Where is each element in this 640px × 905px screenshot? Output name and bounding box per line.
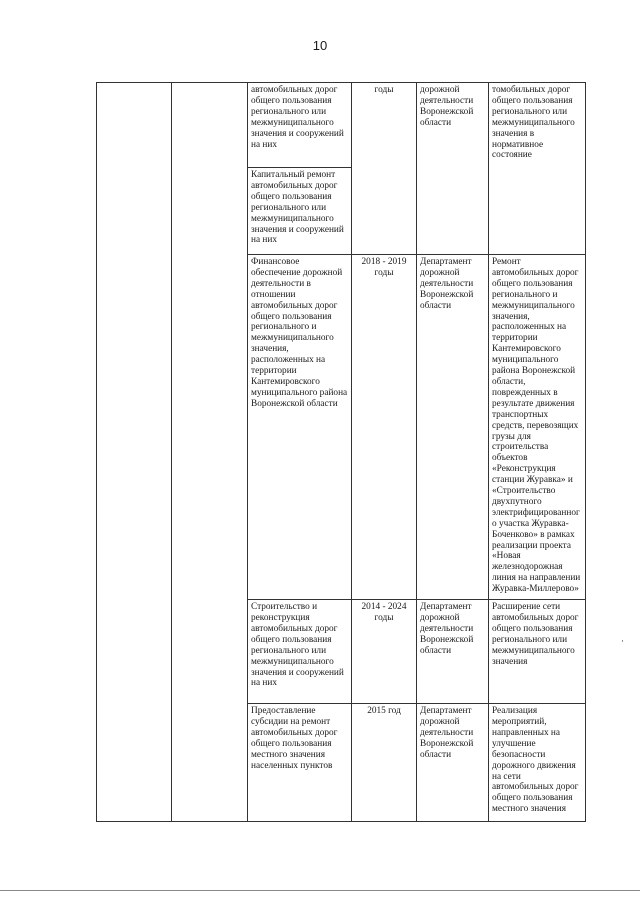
period-cell: 2014 - 2024 годы	[352, 600, 417, 704]
executor-cell: Департамент дорожной деятельности Воронежской области	[417, 255, 489, 600]
executor-cell: Департамент дорожной деятельности Воронежской области	[417, 600, 489, 704]
result-cell: Реализация мероприятий, направленных на улучшение безопасности дорожного движения на сети автомобильных дорог общего пользования местного значения	[489, 704, 586, 822]
period-cell: годы	[352, 83, 417, 255]
activity-cell: Финансовое обеспечение дорожной деятельности в отношении автомобильных дорог общего пользования регионального и межмуниципального значения, расположенных на территории Кантемировского муниципального района Воронежской области	[248, 255, 352, 600]
result-cell: томобильных дорог общего пользования регионального или межмуниципального значения в нормативное состояние	[489, 83, 586, 255]
empty-cell	[97, 83, 172, 822]
page-number: 10	[312, 38, 328, 53]
scan-mark: ·	[621, 636, 624, 646]
table-row	[97, 83, 586, 168]
program-table	[96, 82, 586, 822]
scan-edge-line	[0, 890, 640, 891]
activity-cell: Строительство и реконструкция автомобильных дорог общего пользования регионального или межмуниципального значения и сооружений на них	[248, 600, 352, 704]
executor-cell: Департамент дорожной деятельности Воронежской области	[417, 704, 489, 822]
activity-cell: автомобильных дорог общего пользования регионального или межмуниципального значения и сооружений на них	[248, 83, 352, 168]
activity-cell: Капитальный ремонт автомобильных дорог общего пользования регионального или межмуниципального значения и сооружений на них	[248, 168, 352, 255]
executor-cell: дорожной деятельности Воронежской области	[417, 83, 489, 255]
result-cell: Ремонт автомобильных дорог общего пользования регионального и межмуниципального значения, расположенных на территории Кантемировского муниципального района Воронежской области, поврежденных в результате движения транспортных средств, перевозящих грузы для строительства объектов «Реконструкция станции Журавка» и «Строительство двухпутного электрифицированного участка Журавка-Боченково» в рамках реализации проекта «Новая железнодорожная линия на направлении Журавка-Миллерово»	[489, 255, 586, 600]
empty-cell	[172, 83, 248, 822]
period-cell: 2018 - 2019 годы	[352, 255, 417, 600]
activity-cell: Предоставление субсидии на ремонт автомобильных дорог общего пользования местного значения населенных пунктов	[248, 704, 352, 822]
result-cell: Расширение сети автомобильных дорог общего пользования регионального или межмуниципального значения	[489, 600, 586, 704]
period-cell: 2015 год	[352, 704, 417, 822]
